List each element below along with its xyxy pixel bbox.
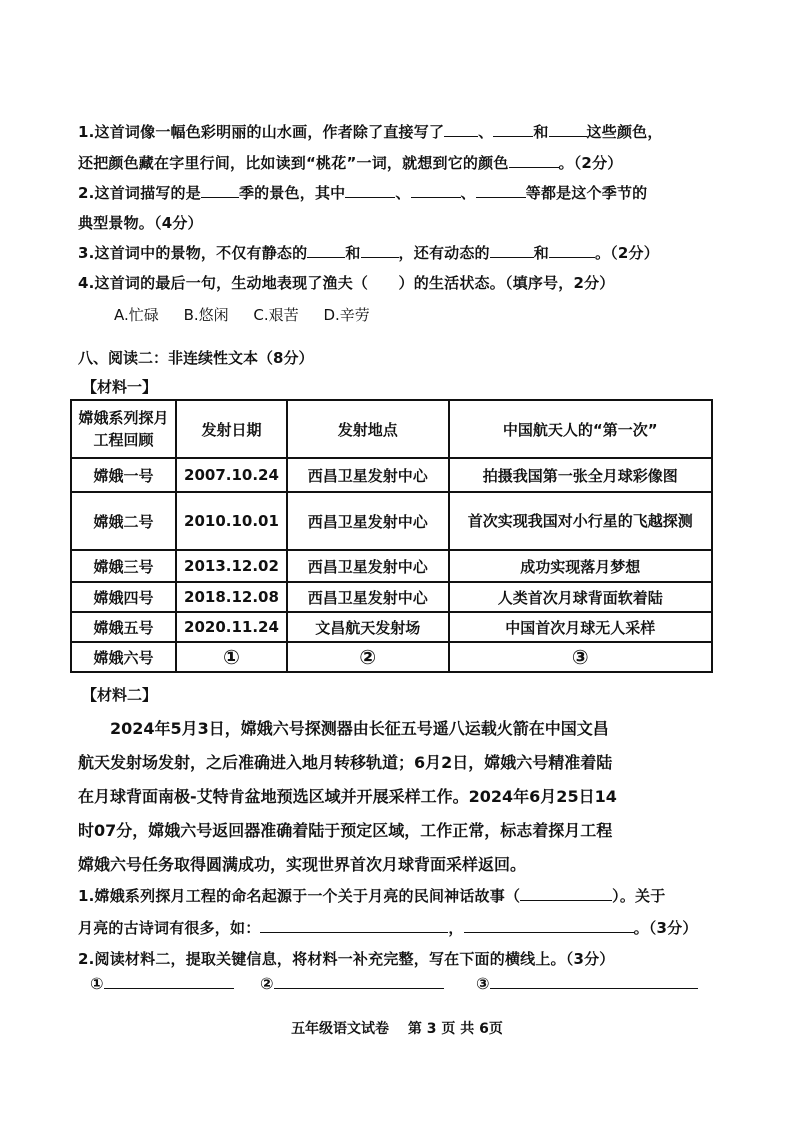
question-2-line-2 xyxy=(78,212,203,233)
answer-2 xyxy=(260,974,444,993)
q1-text-2: 还把颜色藏在字里行间，比如读到“桃花”一词，就想到它的颜色 xyxy=(78,154,509,172)
table-cell: 西昌卫星发射中心 xyxy=(287,458,449,492)
material-2-label: 【材料二】 xyxy=(82,686,158,704)
material-2-paragraph xyxy=(78,712,718,882)
q1-and: 和 xyxy=(533,123,549,141)
option-a[interactable]: A.忙碌 xyxy=(114,306,159,324)
paragraph-line: 在月球背面南极-艾特肯盆地预选区域并开展采样工作。2024年6月25日14 xyxy=(78,787,617,806)
rq2-text: 2.阅读材料二，提取关键信息，将材料一补充完整，写在下面的横线上。（3分） xyxy=(78,950,615,968)
table-row xyxy=(71,642,712,672)
paragraph-line: 航天发射场发射，之后准确进入地月转移轨道；6月2日，嫦娥六号精准着陆 xyxy=(78,753,613,772)
q1-tail: 这些颜色， xyxy=(586,123,663,141)
q3-and: 和 xyxy=(345,244,361,262)
question-3 xyxy=(78,242,659,263)
answer-3-marker: ③ xyxy=(476,974,490,993)
answer-1-line[interactable] xyxy=(104,974,234,989)
table-cell-blank-1[interactable]: ① xyxy=(176,642,287,672)
table-cell: 西昌卫星发射中心 xyxy=(287,582,449,612)
answer-3 xyxy=(476,974,698,993)
q1-sep: 、 xyxy=(478,123,494,141)
table-cell: 2010.10.01 xyxy=(176,492,287,550)
table-cell: 嫦娥四号 xyxy=(71,582,176,612)
q2-text: 2.这首词描写的是 xyxy=(78,184,201,202)
table-row xyxy=(71,458,712,492)
table-row xyxy=(71,550,712,582)
answer-2-line[interactable] xyxy=(274,974,444,989)
q3-score: 。（2分） xyxy=(594,244,659,262)
table-row xyxy=(71,582,712,612)
answer-blank[interactable] xyxy=(307,243,345,258)
page-footer: 五年级语文试卷 第 3 页 共 6页 xyxy=(291,1021,503,1037)
section-title: 八、阅读二：非连续性文本（8分） xyxy=(78,349,314,367)
question-4 xyxy=(78,272,614,293)
rq1-text: 1.嫦娥系列探月工程的命名起源于一个关于月亮的民间神话故事（ xyxy=(78,887,521,905)
table-cell: 首次实现我国对小行星的飞越探测 xyxy=(449,492,713,550)
rq1-text-2: 月亮的古诗词有很多，如： xyxy=(78,919,261,937)
q2-text-2: 典型景物。（4分） xyxy=(78,214,203,232)
table-row xyxy=(71,492,712,550)
answer-blank[interactable] xyxy=(549,122,587,137)
table-cell: 2007.10.24 xyxy=(176,458,287,492)
option-c[interactable]: C.艰苦 xyxy=(253,306,299,324)
table-cell: 西昌卫星发射中心 xyxy=(287,550,449,582)
table-cell: 西昌卫星发射中心 xyxy=(287,492,449,550)
table-cell: 文昌航天发射场 xyxy=(287,612,449,642)
table-header: 发射地点 xyxy=(287,400,449,458)
table-cell: 人类首次月球背面软着陆 xyxy=(449,582,713,612)
answer-blank[interactable] xyxy=(476,183,526,198)
answer-1 xyxy=(90,974,234,993)
q4-text: 4.这首词的最后一句，生动地表现了渔夫（ ）的生活状态。（填序号，2分） xyxy=(78,274,615,292)
table-cell: 嫦娥六号 xyxy=(71,642,176,672)
answer-1-marker: ① xyxy=(90,974,104,993)
table-header: 发射日期 xyxy=(176,400,287,458)
table-cell: 2018.12.08 xyxy=(176,582,287,612)
rq1-score: 。（3分） xyxy=(633,919,698,937)
chang-e-table xyxy=(70,399,713,673)
table-header: 嫦娥系列探月工程回顾 xyxy=(71,400,176,458)
rq1-tail: ）。关于 xyxy=(612,887,666,905)
table-cell: 2020.11.24 xyxy=(176,612,287,642)
answer-blank[interactable] xyxy=(345,183,395,198)
answer-blank[interactable] xyxy=(549,243,595,258)
q3-mid: ，还有动态的 xyxy=(398,244,490,262)
answer-blank[interactable] xyxy=(464,918,634,933)
paragraph-line: 嫦娥六号任务取得圆满成功，实现世界首次月球背面采样返回。 xyxy=(78,855,527,874)
q2-sep: 、 xyxy=(460,184,476,202)
q4-options xyxy=(114,304,390,325)
q1-text: 1.这首词像一幅色彩明丽的山水画，作者除了直接写了 xyxy=(78,123,445,141)
table-cell: 成功实现落月梦想 xyxy=(449,550,713,582)
q2-tail: 等都是这个季节的 xyxy=(525,184,648,202)
answer-blank[interactable] xyxy=(201,183,239,198)
option-b[interactable]: B.悠闲 xyxy=(183,306,229,324)
q1-score: 。（2分） xyxy=(558,154,623,172)
answer-blank[interactable] xyxy=(490,243,534,258)
q3-text: 3.这首词中的景物，不仅有静态的 xyxy=(78,244,308,262)
table-cell: 嫦娥一号 xyxy=(71,458,176,492)
answer-blank[interactable] xyxy=(520,886,612,901)
question-2-line-1 xyxy=(78,182,647,203)
table-cell: 嫦娥二号 xyxy=(71,492,176,550)
table-cell: 拍摄我国第一张全月球彩像图 xyxy=(449,458,713,492)
table-row xyxy=(71,612,712,642)
answer-2-marker: ② xyxy=(260,974,274,993)
material-1-label: 【材料一】 xyxy=(82,378,158,396)
table-cell-blank-3[interactable]: ③ xyxy=(449,642,713,672)
q2-mid: 季的景色，其中 xyxy=(238,184,346,202)
answer-blank[interactable] xyxy=(361,243,399,258)
table-cell-blank-2[interactable]: ② xyxy=(287,642,449,672)
table-cell: 2013.12.02 xyxy=(176,550,287,582)
question-1-line-2 xyxy=(78,152,622,173)
reading-question-1-line-2 xyxy=(78,917,698,938)
q3-and: 和 xyxy=(533,244,549,262)
table-cell: 中国首次月球无人采样 xyxy=(449,612,713,642)
option-d[interactable]: D.辛劳 xyxy=(323,306,370,324)
rq1-sep: ， xyxy=(448,919,464,937)
answer-blank[interactable] xyxy=(493,122,533,137)
table-cell: 嫦娥五号 xyxy=(71,612,176,642)
answer-blank[interactable] xyxy=(260,918,448,933)
table-header: 中国航天人的“第一次” xyxy=(449,400,713,458)
table-cell: 嫦娥三号 xyxy=(71,550,176,582)
question-1-line-1 xyxy=(78,121,663,142)
table-header-row xyxy=(71,400,712,458)
paragraph-line: 时07分，嫦娥六号返回器准确着陆于预定区域，工作正常，标志着探月工程 xyxy=(78,821,613,840)
answer-3-line[interactable] xyxy=(490,974,698,989)
answer-blank[interactable] xyxy=(509,153,559,168)
paragraph-line: 2024年5月3日，嫦娥六号探测器由长征五号遥八运载火箭在中国文昌 xyxy=(78,719,609,738)
answer-blank[interactable] xyxy=(411,183,461,198)
q2-sep: 、 xyxy=(395,184,411,202)
reading-question-1-line-1 xyxy=(78,885,665,906)
reading-question-2 xyxy=(78,948,614,969)
answer-blank[interactable] xyxy=(444,122,478,137)
